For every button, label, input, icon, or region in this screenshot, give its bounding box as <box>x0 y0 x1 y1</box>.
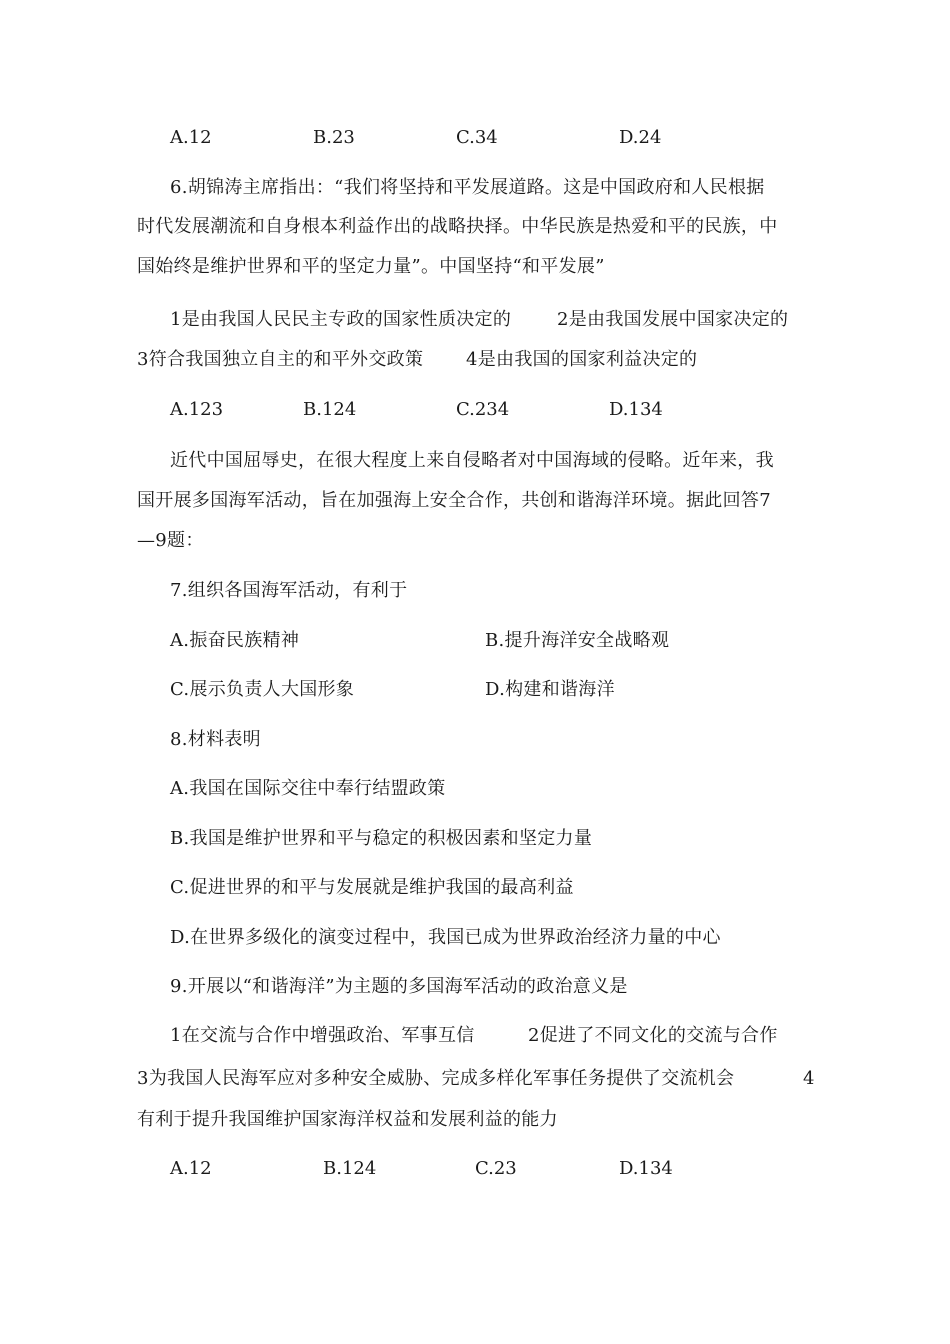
q5-option-a: A.12 <box>170 127 212 148</box>
q9-item2: 2促进了不同文化的交流与合作 <box>528 1025 778 1046</box>
q6-stem-line2: 时代发展潮流和自身根本利益作出的战略抉择。中华民族是热爱和平的民族，中 <box>137 216 778 237</box>
q8-option-c: C.促进世界的和平与发展就是维护我国的最高利益 <box>170 877 574 898</box>
q9-item1: 1在交流与合作中增强政治、军事互信 <box>170 1025 475 1046</box>
q9-option-a: A.12 <box>170 1158 212 1179</box>
q7-stem: 7.组织各国海军活动，有利于 <box>170 580 408 601</box>
material-line2: 国开展多国海军活动，旨在加强海上安全合作，共创和谐海洋环境。据此回答7 <box>137 490 771 511</box>
q5-option-b: B.23 <box>313 127 355 148</box>
q9-item3: 3为我国人民海军应对多种安全威胁、完成多样化军事任务提供了交流机会 <box>137 1068 735 1089</box>
q6-item2: 2是由我国发展中国家决定的 <box>557 309 789 330</box>
q9-item4-number: 4 <box>803 1068 815 1089</box>
q6-option-b: B.124 <box>303 399 357 420</box>
q6-item4: 4是由我国的国家利益决定的 <box>466 349 698 370</box>
q9-option-b: B.124 <box>323 1158 377 1179</box>
q9-option-c: C.23 <box>475 1158 517 1179</box>
q8-option-d: D.在世界多级化的演变过程中，我国已成为世界政治经济力量的中心 <box>170 927 721 948</box>
q7-option-d: D.构建和谐海洋 <box>485 679 615 700</box>
q8-option-a: A.我国在国际交往中奉行结盟政策 <box>170 778 446 799</box>
q7-option-c: C.展示负责人大国形象 <box>170 679 355 700</box>
q6-option-d: D.134 <box>609 399 663 420</box>
q7-option-b: B.提升海洋安全战略观 <box>485 630 670 651</box>
q8-stem: 8.材料表明 <box>170 729 261 750</box>
q6-stem-line3: 国始终是维护世界和平的坚定力量”。中国坚持“和平发展” <box>137 256 605 277</box>
q6-option-a: A.123 <box>170 399 224 420</box>
q5-option-d: D.24 <box>619 127 662 148</box>
q7-option-a: A.振奋民族精神 <box>170 630 300 651</box>
q9-option-d: D.134 <box>619 1158 673 1179</box>
material-line3: —9题： <box>137 530 204 551</box>
q6-stem-line1: 6.胡锦涛主席指出：“我们将坚持和平发展道路。这是中国政府和人民根据 <box>170 177 765 198</box>
q6-item3: 3符合我国独立自主的和平外交政策 <box>137 349 424 370</box>
q9-item4: 有利于提升我国维护国家海洋权益和发展利益的能力 <box>137 1109 558 1130</box>
q8-option-b: B.我国是维护世界和平与稳定的积极因素和坚定力量 <box>170 828 593 849</box>
q9-stem: 9.开展以“和谐海洋”为主题的多国海军活动的政治意义是 <box>170 976 628 997</box>
material-line1: 近代中国屈辱史，在很大程度上来自侵略者对中国海域的侵略。近年来，我 <box>170 450 774 471</box>
q5-option-c: C.34 <box>456 127 498 148</box>
q6-option-c: C.234 <box>456 399 510 420</box>
q6-item1: 1是由我国人民民主专政的国家性质决定的 <box>170 309 512 330</box>
